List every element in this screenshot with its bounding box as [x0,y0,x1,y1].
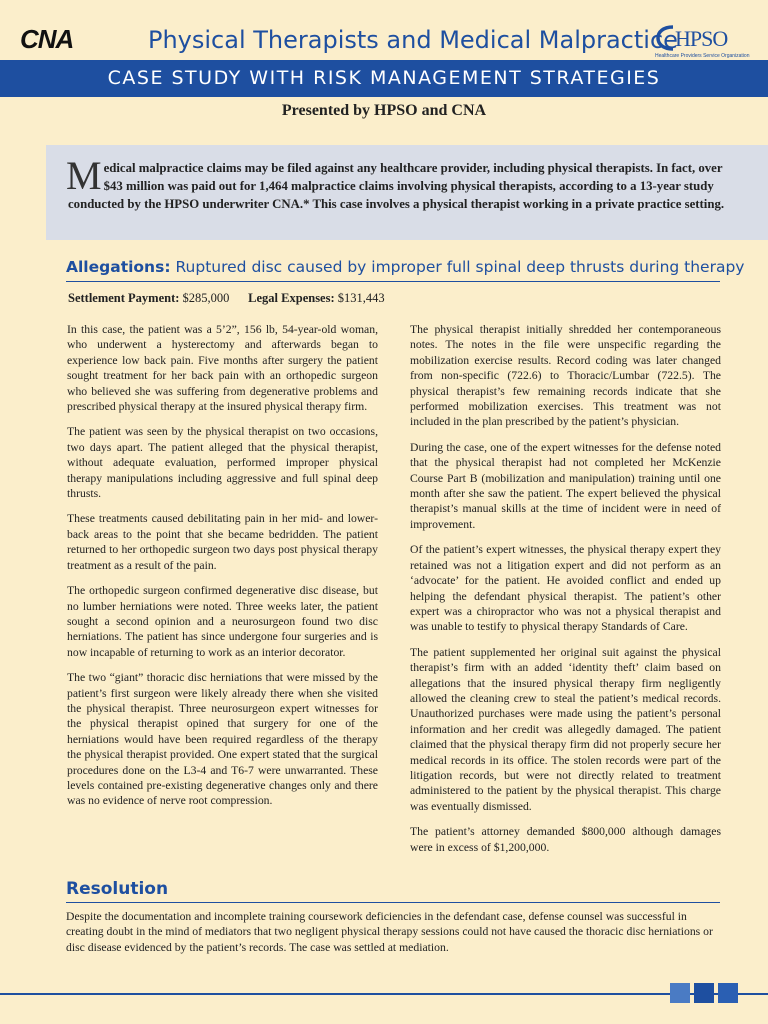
legal-expenses-label: Legal Expenses: [248,291,335,305]
paragraph: During the case, one of the expert witnesses for the defense noted that the physical therapist had not completed her McKenzie Course Part B (mobilization and manipulation) training until one month after she saw the patient. The expert believed the physical therapist’s manual skills at the time of incident were in need of improvement. [410,440,721,531]
intro-box [46,145,768,240]
intro-text [66,153,740,213]
paragraph: In this case, the patient was a 5’2”, 156 lb, 54-year-old woman, who underwent a hysterectomy and afterwards began to experience low back pain. Five months after surgery the patient sought treatment for her back pain with an orthopedic surgeon who believed she was suffering from degenerative problems and prescribed physical therapy at the insured physical therapy firm. [67,323,378,414]
paragraph: The physical therapist initially shredded her contemporaneous notes. The notes in the file were unspecific regarding the mobilization exercise results. Record coding was later changed from non-specific (722.6) to Thoracic/Lumbar (722.5). The physical therapist’s few remaining records indicate that she performed mobilization exercises. This treatment was not included in the plan prescribed by the patient’s physician. [410,323,721,429]
paragraph: The orthopedic surgeon confirmed degenerative disc disease, but no lumber herniations were noted. Three weeks later, the patient sought a second opinion and a neurosurgeon found two disc herniations. The patient has since undergone four surgeries and is now incapable of returning to work as an interior decorator. [67,584,378,659]
settlement-label: Settlement Payment: [68,291,180,305]
hpso-mark-icon [655,24,677,52]
hpso-subtitle: Healthcare Providers Service Organization [655,53,750,59]
paragraph: The patient supplemented her original suit against the physical therapist’s firm with an added ‘identity theft’ claim based on allegations that the insured physical therapy firm negligently allowed the cleaning crew to steal the patient’s medical records. Unauthorized purchases were made using the patient’s personal information and her credit was allegedly damaged. The patient claimed that the physical therapy firm did not properly secure her medical records in its office. The stolen records were part of the litigation records, but were not directly related to treatment administered to the patient by the physical therapist. This charge was eventually dismissed. [410,645,721,813]
footer-square-icon [694,983,714,1003]
page-title: Physical Therapists and Medical Malpractice [148,26,678,54]
footer-rule [0,993,768,995]
right-column [410,322,721,865]
left-column [67,322,378,819]
resolution-text: Despite the documentation and incomplete training coursework deficiencies in the defendant case, defense counsel was successful in creating doubt in the mind of mediators that two negligent physical therapy sessions could not have caused the thoracic disc herniations or disc disease evidenced by the patient’s records. The case was settled at mediation. [66,910,713,954]
footer-square-icon [718,983,738,1003]
paragraph: The two “giant” thoracic disc herniations that were missed by the patient’s first surgeon were likely already there when she visited the physical therapist. Three neurosurgeon expert witnesses for the physical therapist opined that surgery for one of the herniations would have been required regardless of the therapy the physical therapist provided. One expert stated that the surgical procedures done on the L3-4 and T6-7 were unwarranted. These levels contained pre-existing degenerative changes only and there was no evidence of nerve root compression. [67,671,378,808]
resolution-divider [66,902,720,903]
settlement-line [68,291,385,306]
title-band [0,60,768,97]
case-study-heading: CASE STUDY WITH RISK MANAGEMENT STRATEGIES [107,67,661,89]
drop-cap: M [66,153,102,198]
allegations-heading [66,258,744,276]
footer-square-icon [670,983,690,1003]
allegations-label: Allegations: [66,258,171,276]
hpso-wordmark: HPSO [675,26,728,51]
allegations-divider [66,281,720,282]
paragraph: The patient was seen by the physical therapist on two occasions, two days apart. The patient alleged that the physical therapist, without adequate evaluation, performed improper physical therapy manipulations including aggressive and full spinal deep thrusts. [67,425,378,501]
paragraph: Of the patient’s expert witnesses, the physical therapy expert they retained was not a litigation expert and did not perform as an ‘advocate’ for the patient. He avoided conflict and ended up helping the defendant physical therapist. The patient’s other expert was a chiropractor who was not a physical therapist and was unable to testify to physical therapy Standards of Care. [410,543,721,634]
presented-by: Presented by HPSO and CNA [281,102,487,119]
paragraph: These treatments caused debilitating pain in her mid- and lower-back areas to the point that she became bedridden. The patient returned to her orthopedic surgeon two days post physical therapy treatment as a result of the pain. [67,512,378,572]
cna-logo: CNA [20,24,74,54]
allegations-text: Ruptured disc caused by improper full spinal deep thrusts during therapy [175,258,745,276]
settlement-value: $285,000 [182,291,230,305]
legal-expenses-value: $131,443 [337,291,385,305]
intro-body: edical malpractice claims may be filed against any healthcare provider, including physical therapists. In fact, over $43 million was paid out for 1,464 malpractice claims involving physical therapists, according to a 13-year study conducted by the HPSO underwriter CNA.* This case involves a physical therapist working in a private practice setting. [68,161,725,211]
paragraph: The patient’s attorney demanded $800,000 although damages were in excess of $1,200,000. [410,825,721,854]
resolution-heading: Resolution [66,879,169,899]
